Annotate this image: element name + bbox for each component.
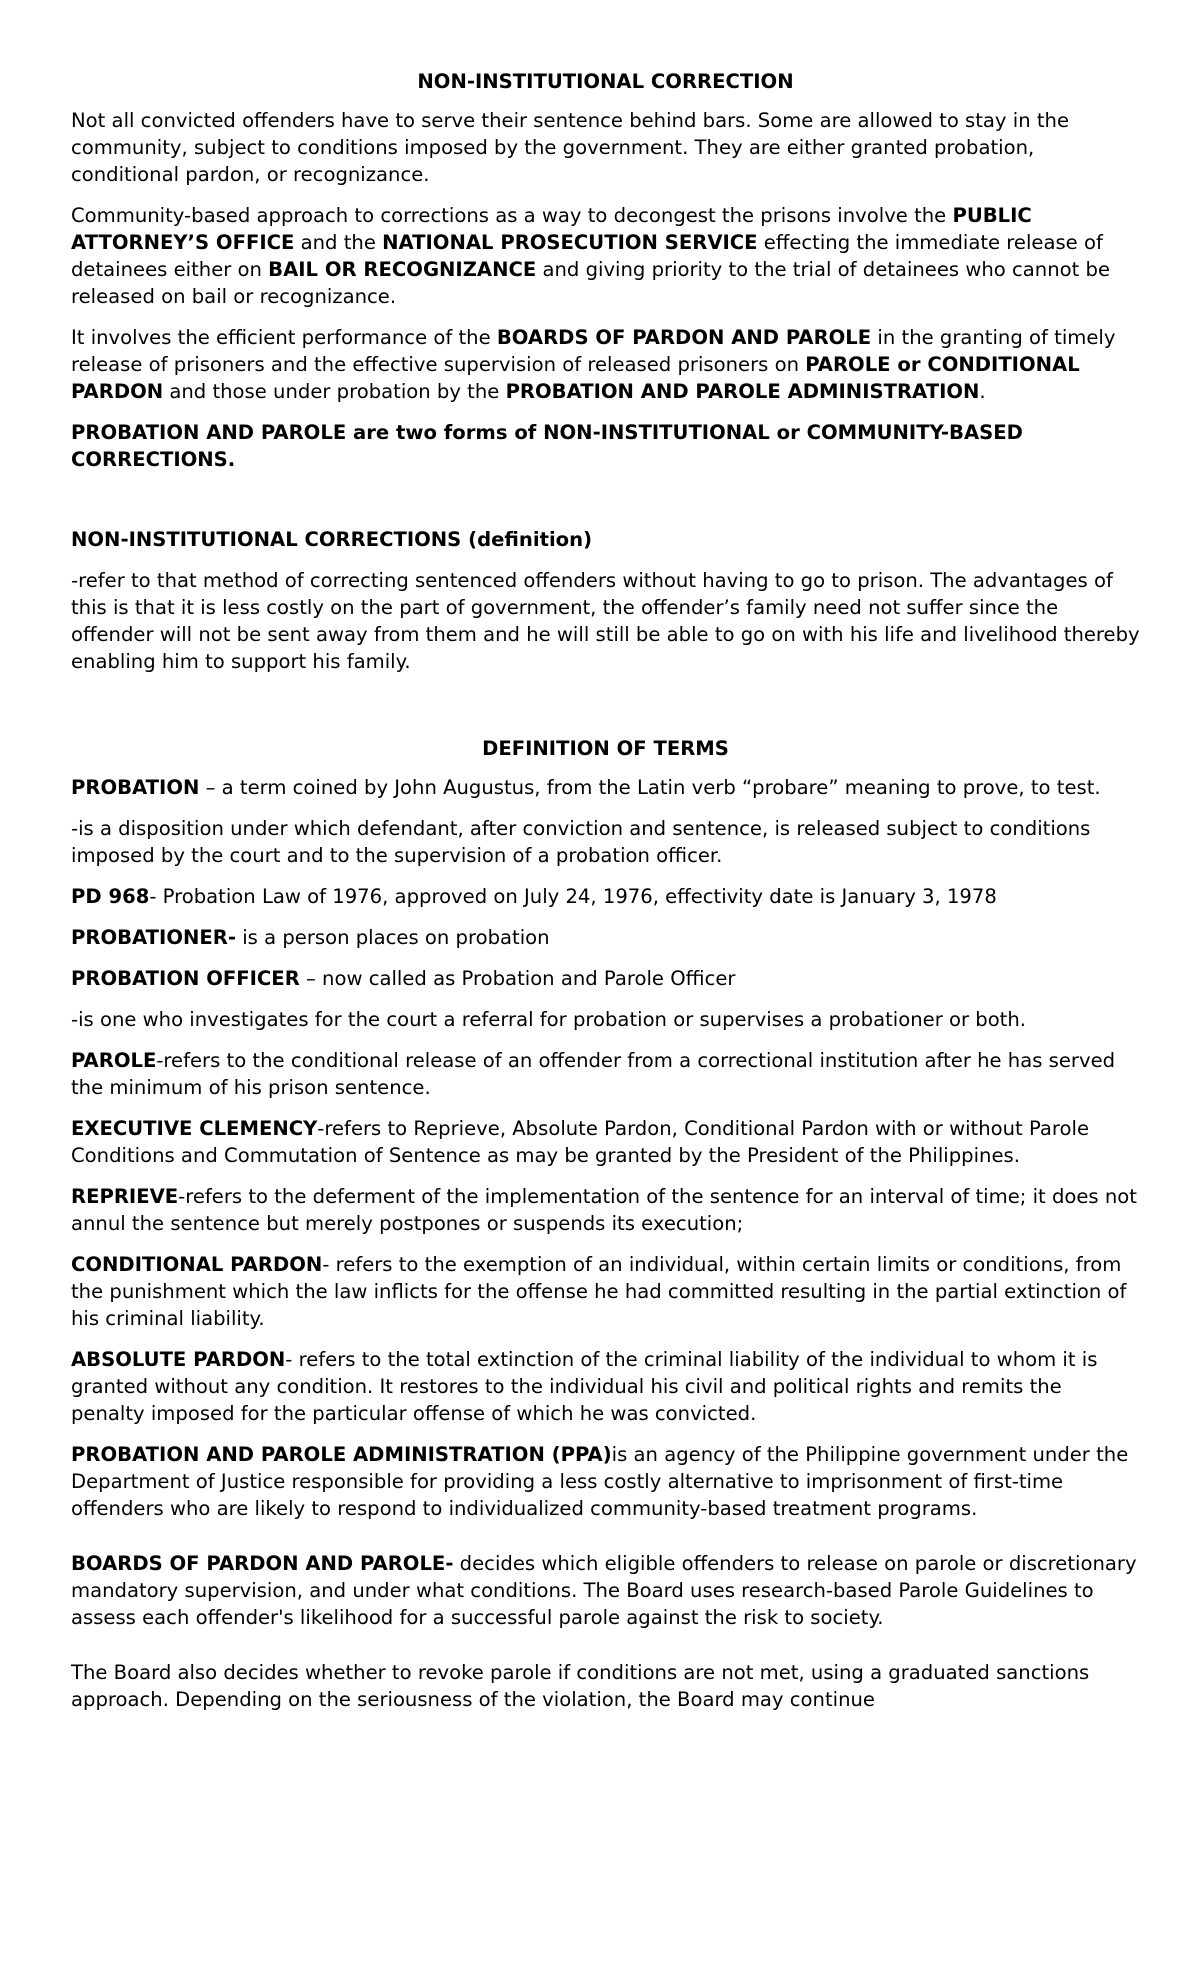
probation-parole-statement: PROBATION AND PAROLE are two forms of NON-INSTITUTIONAL or COMMUNITY-BASED CORRECTIONS. (71, 421, 1023, 471)
nps-term: NATIONAL PROSECUTION SERVICE (382, 231, 758, 254)
definition-paragraph: -refer to that method of correcting sentenced offenders without having to go to prison. The advantages of this is that it is less costly on the part of government, the offender’s family need not suffer since the offender will not be sent away from them and he will still be able to go on with his life and livelihood thereby enabling him to support his family. (71, 569, 1140, 673)
term-conditional-pardon: CONDITIONAL PARDON- refers to the exemption of an individual, within certain limits or conditions, from the punishment which the law inflicts for the offense he had committed resulting in the partial extinction of his criminal liability. (71, 1253, 1127, 1330)
ppa-term: PROBATION AND PAROLE ADMINISTRATION (505, 380, 980, 403)
term-absolute-pardon: ABSOLUTE PARDON- refers to the total extinction of the criminal liability of the individual to whom it is granted without any condition. It restores to the individual his civil and political rights and remits the penalty imposed for the particular offense of which he was convicted. (71, 1348, 1098, 1425)
bpp-term: BOARDS OF PARDON AND PAROLE (496, 326, 872, 349)
parole-conditional-term: PAROLE or CONDITIONAL PARDON (71, 353, 1080, 403)
term-executive-clemency: EXECUTIVE CLEMENCY-refers to Reprieve, Absolute Pardon, Conditional Pardon with or without Parole Conditions and Commutation of Sentence as may be granted by the President of the Philippines. (71, 1117, 1090, 1167)
term-reprieve: REPRIEVE-refers to the deferment of the implementation of the sentence for an interval of time; it does not annul the sentence but merely postpones or suspends its execution; (71, 1185, 1137, 1235)
probation-officer-desc: -is one who investigates for the court a referral for probation or supervises a probationer or both. (71, 1008, 1027, 1031)
term-ppa: PROBATION AND PAROLE ADMINISTRATION (PPA)is an agency of the Philippine government under the Department of Justice responsible for providing a less costly alternative to imprisonment of first-time offenders who are likely to respond to individualized community-based treatment programs. (71, 1443, 1129, 1520)
probation-disposition: -is a disposition under which defendant, after conviction and sentence, is released subject to conditions imposed by the court and to the supervision of a probation officer. (71, 817, 1091, 867)
term-probationer: PROBATIONER- is a person places on probation (71, 926, 550, 949)
intro-paragraph: Not all convicted offenders have to serve their sentence behind bars. Some are allowed to stay in the community, subject to conditions imposed by the government. They are either granted probation, conditional pardon, or recognizance. (71, 109, 1069, 186)
terms-heading: DEFINITION OF TERMS (482, 737, 729, 760)
board-revoke-paragraph: The Board also decides whether to revoke parole if conditions are not met, using a graduated sanctions approach. Depending on the seriousness of the violation, the Board may continue (71, 1661, 1090, 1711)
definition-heading: NON-INSTITUTIONAL CORRECTIONS (definition) (71, 528, 593, 551)
community-paragraph: Community-based approach to corrections as a way to decongest the prisons involve the PUBLIC ATTORNEY’S OFFICE and the NATIONAL PROSECUTION SERVICE effecting the immediate release of detainees either on BAIL OR RECOGNIZANCE and giving priority to the trial of detainees who cannot be released on bail or recognizance. (71, 204, 1111, 308)
bail-term: BAIL OR RECOGNIZANCE (268, 258, 537, 281)
term-pd968: PD 968- Probation Law of 1976, approved on July 24, 1976, effectivity date is January 3, 1978 (71, 885, 997, 908)
pao-term: PUBLIC ATTORNEY’S OFFICE (71, 204, 1032, 254)
document-title: NON-INSTITUTIONAL CORRECTION (417, 70, 794, 93)
involves-paragraph: It involves the efficient performance of the BOARDS OF PARDON AND PAROLE in the granting of timely release of prisoners and the effective supervision of released prisoners on PAROLE or CONDITIONAL PARDON and those under probation by the PROBATION AND PAROLE ADMINISTRATION. (71, 326, 1116, 403)
term-parole: PAROLE-refers to the conditional release of an offender from a correctional institution after he has served the minimum of his prison sentence. (71, 1049, 1116, 1099)
term-probation-officer: PROBATION OFFICER – now called as Probation and Parole Officer (71, 967, 736, 990)
term-probation: PROBATION – a term coined by John Augustus, from the Latin verb “probare” meaning to prove, to test. (71, 776, 1101, 799)
term-boards: BOARDS OF PARDON AND PAROLE- decides which eligible offenders to release on parole or discretionary mandatory supervision, and under what conditions. The Board uses research-based Parole Guidelines to assess each offender's likelihood for a successful parole against the risk to society. (71, 1552, 1137, 1629)
